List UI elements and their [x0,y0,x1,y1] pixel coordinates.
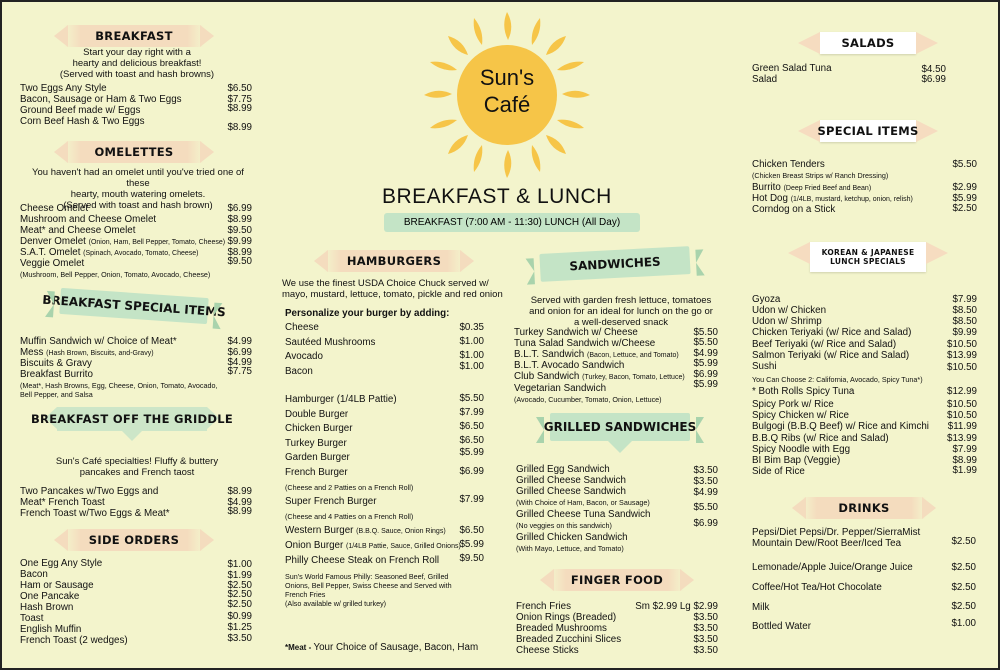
breakfast-special-item: Biscuits & Gravy [20,358,92,369]
salad-price: $4.50 [921,64,946,75]
burger-price: $7.99 [459,407,484,418]
korean-price: $10.50 [947,410,977,421]
burger-price: $6.50 [459,421,484,432]
special-price: $5.50 [952,159,977,170]
korean-price: $1.99 [952,465,977,476]
griddle-price: $8.99 [227,486,252,497]
drink-item: Milk [752,602,770,613]
korean-price: $8.50 [952,316,977,327]
drink-price: $2.50 [951,536,976,547]
logo-line2: Café [483,92,531,117]
breakfast-special-price: $6.99 [227,347,252,358]
korean-price: $12.99 [947,386,977,397]
griddle-pointer [122,431,142,441]
korean-price: $13.99 [947,433,977,444]
korean-price: $8.99 [952,455,977,466]
drink-item: Mountain Dew/Root Beer/Iced Tea [752,538,902,549]
special-items-heading: SPECIAL ITEMS [820,120,916,142]
sandwich-price: $5.50 [693,327,718,338]
breakfast-heading: BREAKFAST [64,25,204,47]
hamburgers-heading: HAMBURGERS [324,250,464,272]
grilled-item: Grilled Cheese Sandwich [516,475,626,486]
philly-note: Sun's World Famous Philly: Seasoned Beef, Grilled Onions, Bell Pepper, Swiss Cheese and Served with French Fries (Also available w/ grilled turkey) [285,572,452,608]
burger-item: Chicken Burger [285,423,353,434]
korean-price: $11.99 [947,421,977,432]
page-title: BREAKFAST & LUNCH [382,185,612,208]
side-item: Toast [20,613,44,624]
special-item: Burrito (Deep Fried Beef and Bean) [752,182,872,193]
drink-item: Bottled Water [752,621,811,632]
side-price: $2.50 [227,599,252,610]
korean-item: Spicy Noodle with Egg [752,444,851,455]
logo-line1: Sun's [479,65,535,90]
burger-addon-price: $0.35 [459,322,484,333]
special-price: $5.99 [952,193,977,204]
side-item: One Pancake [20,591,80,602]
omelette-price: $8.99 [227,247,252,258]
burger-price: $5.99 [459,539,484,550]
salad-item: Green Salad Tuna [752,63,832,74]
sandwich-item: Club Sandwich (Turkey, Bacon, Tomato, Lettuce) [514,371,685,382]
korean-item: Udon w/ Chicken [752,305,827,316]
sandwich-price: $5.99 [693,358,718,369]
burger-item: Garden Burger [285,452,350,463]
breakfast-special-item: Breakfast Burrito [20,369,93,380]
special-item: Chicken Tenders [752,159,825,170]
griddle-price: $4.99 [227,497,252,508]
finger-item: Breaded Zucchini Slices [516,634,622,645]
burger-note: (Cheese and 2 Patties on a French Roll) [285,483,414,492]
omelette-item: Meat* and Cheese Omelet [20,225,136,236]
side-price: $2.50 [227,580,252,591]
omelettes-heading: OMELETTES [64,141,204,163]
breakfast-item: Bacon, Sausage or Ham & Two Eggs [20,94,182,105]
special-note: (Chicken Breast Strips w/ Ranch Dressing) [752,171,889,180]
drink-item: Coffee/Hot Tea/Hot Chocolate [752,582,882,593]
finger-item: Cheese Sticks [516,645,579,656]
breakfast-special-item: Muffin Sandwich w/ Choice of Meat* [20,336,177,347]
burger-item: Double Burger [285,409,349,420]
side-price: $1.00 [227,559,252,570]
burger-item: Western Burger (B.B.Q. Sauce, Onion Rings) [285,525,446,536]
burger-item: Super French Burger [285,496,377,507]
grilled-price: $5.50 [693,502,718,513]
grilled-note: (No veggies on this sandwich) [516,521,612,530]
griddle-description: Sun's Café specialties! Fluffy & buttery pancakes and French taost [55,456,219,478]
grilled-item: Grilled Cheese Tuna Sandwich [516,509,651,520]
burger-price: $9.50 [459,553,484,564]
korean-item: Bulgogi (B.B.Q Beef) w/ Rice and Kimchi [752,421,929,432]
korean-item: Gyoza [752,294,781,305]
grilled-price: $3.50 [693,465,718,476]
breakfast-price: $7.75 [227,94,252,105]
korean-item: Udon w/ Shrimp [752,316,822,327]
meat-note: *Meat - Your Choice of Sausage, Bacon, Ham [285,642,479,653]
korean-item: B.B.Q Ribs (w/ Rice and Salad) [752,433,889,444]
omelette-price: $8.99 [227,214,252,225]
side-item: One Egg Any Style [20,558,103,569]
drink-item: Lemonade/Apple Juice/Orange Juice [752,562,913,573]
grilled-item: Grilled Egg Sandwich [516,464,610,475]
omelette-item: S.A.T. Omelet (Spinach, Avocado, Tomato, Cheese) [20,247,199,258]
burger-item: Hamburger (1/4LB Pattie) [285,394,397,405]
breakfast-special-price: $7.75 [227,366,252,377]
omelette-item: Denver Omelet (Onion, Ham, Bell Pepper, Tomato, Cheese) [20,236,226,247]
salads-heading: SALADS [820,32,916,54]
breakfast-special-note: Bell Pepper, and Salsa [20,390,93,399]
griddle-price: $8.99 [227,506,252,517]
grilled-item: Grilled Cheese Sandwich [516,486,626,497]
hamburgers-description: We use the finest USDA Choice Chuck served w/ mayo, mustard, lettuce, tomato, pickle and red onion [282,278,503,300]
drink-item: Pepsi/Diet Pepsi/Dr. Pepper/SierraMist [752,527,921,538]
burger-price: $7.99 [459,494,484,505]
omelette-item: Cheese Omelet [20,203,89,214]
breakfast-item: Ground Beef made w/ Eggs [20,105,141,116]
korean-item: Sushi [752,361,777,372]
finger-price: Sm $2.99 Lg $2.99 [635,601,718,612]
grilled-price: $4.99 [693,487,718,498]
sandwich-note: (Avocado, Cucumber, Tomato, Onion, Lettuce) [514,395,662,404]
korean-price: $7.99 [952,294,977,305]
breakfast-special-price: $4.99 [227,357,252,368]
burger-item: Philly Cheese Steak on French Roll [285,555,440,566]
korean-price: $8.50 [952,305,977,316]
korean-price: $7.99 [952,444,977,455]
breakfast-special-heading: BREAKFAST SPECIAL ITEMS [59,288,208,324]
omelette-price: $9.50 [227,225,252,236]
burger-addon: Bacon [285,366,313,377]
sandwich-price: $5.50 [693,337,718,348]
sandwich-item: B.L.T. Avocado Sandwich [514,360,625,371]
burger-addon: Sautéed Mushrooms [285,337,376,348]
sandwiches-heading: SANDWICHES [539,246,690,282]
korean-item: Spicy Chicken w/ Rice [752,410,849,421]
finger-price: $3.50 [693,612,718,623]
salad-price: $6.99 [921,74,946,85]
sandwich-item: Vegetarian Sandwich [514,383,607,394]
sandwich-price: $6.99 [693,369,718,380]
side-price: $1.99 [227,570,252,581]
grilled-item: Grilled Chicken Sandwich [516,532,628,543]
burger-addon: Cheese [285,322,319,333]
burger-note: (Cheese and 4 Patties on a French Roll) [285,512,414,521]
breakfast-special-price: $4.99 [227,336,252,347]
griddle-heading: BREAKFAST OFF THE GRIDDLE [57,407,207,431]
burger-addon-price: $1.00 [459,361,484,372]
drink-price: $2.50 [951,601,976,612]
finger-item: Breaded Mushrooms [516,623,607,634]
personalize-heading: Personalize your burger by adding: [285,308,450,319]
burger-price: $6.50 [459,525,484,536]
korean-item: Salmon Teriyaki (w/ Rice and Salad) [752,350,910,361]
burger-addon-price: $1.00 [459,350,484,361]
sandwich-item: B.L.T. Sandwich (Bacon, Lettuce, and Tomato) [514,349,679,360]
sandwich-price: $5.99 [693,379,718,390]
sushi-note: You Can Choose 2: California, Avocado, Spicy Tuna*) [752,375,923,384]
burger-item: Onion Burger (1/4LB Pattie, Sauce, Grilled Onions) [285,540,461,551]
korean-price: $13.99 [947,350,977,361]
logo-text [457,64,557,118]
drink-price: $2.50 [951,562,976,573]
breakfast-item: Corn Beef Hash & Two Eggs [20,116,145,127]
side-item: French Toast (2 wedges) [20,635,128,646]
side-item: Ham or Sausage [20,580,94,591]
breakfast-price: $8.99 [227,122,252,133]
burger-price: $6.50 [459,435,484,446]
korean-price: $10.50 [947,362,977,373]
finger-price: $3.50 [693,623,718,634]
griddle-item: French Toast w/Two Eggs & Meat* [20,508,170,519]
burger-addon: Avocado [285,351,323,362]
korean-item: Beef Teriyaki (w/ Rice and Salad) [752,339,897,350]
finger-price: $3.50 [693,645,718,656]
breakfast-item: Two Eggs Any Style [20,83,107,94]
grilled-pointer [608,441,632,453]
breakfast-price: $8.99 [227,103,252,114]
drinks-heading: DRINKS [802,497,926,519]
grilled-price: $3.50 [693,476,718,487]
omelette-price: $9.50 [227,256,252,267]
burger-price: $5.99 [459,447,484,458]
omelette-item: Veggie Omelet [20,258,85,269]
burger-addon-price: $1.00 [459,336,484,347]
sandwiches-description: Served with garden fresh lettuce, tomatoes and onion for an ideal for lunch on the go or a well-deserved snack [529,295,713,328]
hours-badge: BREAKFAST (7:00 AM - 11:30) LUNCH (All Day) [384,213,640,232]
special-price: $2.50 [952,203,977,214]
side-item: English Muffin [20,624,82,635]
special-price: $2.99 [952,182,977,193]
finger-food-heading: FINGER FOOD [550,569,684,591]
omelette-note: (Mushroom, Bell Pepper, Onion, Tomato, Avocado, Cheese) [20,270,211,279]
sandwich-item: Tuna Salad Sandwich w/Cheese [514,338,656,349]
korean-item: Side of Rice [752,466,805,477]
finger-item: French Fries [516,601,571,612]
drink-price: $1.00 [951,618,976,629]
griddle-item: Two Pancakes w/Two Eggs and [20,486,159,497]
grilled-note: (With Choice of Ham, Bacon, or Sausage) [516,498,650,507]
side-item: Hash Brown [20,602,74,613]
finger-item: Onion Rings (Breaded) [516,612,617,623]
breakfast-description: Start your day right with a hearty and delicious breakfast! (Served with toast and hash browns) [59,47,215,80]
side-price: $0.99 [227,611,252,622]
side-price: $2.50 [227,589,252,600]
korean-item: * Both Rolls Spicy Tuna [752,386,855,397]
korean-japanese-heading: KOREAN & JAPANESE LUNCH SPECIALS [810,242,926,272]
side-item: Bacon [20,569,48,580]
salad-item: Salad [752,74,778,85]
side-price: $3.50 [227,633,252,644]
grilled-note: (With Mayo, Lettuce, and Tomato) [516,544,624,553]
breakfast-special-item: Mess (Hash Brown, Biscuits, and-Gravy) [20,347,154,358]
griddle-item: Meat* French Toast [20,497,105,508]
sandwich-price: $4.99 [693,348,718,359]
korean-item: Chicken Teriyaki (w/ Rice and Salad) [752,327,912,338]
grilled-price: $6.99 [693,518,718,529]
sides-heading: SIDE ORDERS [64,529,204,551]
breakfast-price: $6.50 [227,83,252,94]
omelette-price: $9.99 [227,236,252,247]
omelettes-description: You haven't had an omelet until you've tried one of these hearty, mouth watering omelets. (Served with toast and hash brown) [32,167,244,211]
burger-item: Turkey Burger [285,438,347,449]
korean-price: $9.99 [952,327,977,338]
drink-price: $2.50 [951,582,976,593]
finger-price: $3.50 [693,634,718,645]
omelette-item: Mushroom and Cheese Omelet [20,214,157,225]
grilled-heading: GRILLED SANDWICHES [550,413,690,441]
korean-price: $10.50 [947,339,977,350]
special-item: Corndog on a Stick [752,204,836,215]
korean-price: $10.50 [947,399,977,410]
sandwich-item: Turkey Sandwich w/ Cheese [514,327,638,338]
breakfast-special-note: (Meat*, Hash Browns, Egg, Cheese, Onion, Tomato, Avocado, [20,381,218,390]
burger-price: $5.50 [459,393,484,404]
burger-item: French Burger [285,467,348,478]
side-price: $1.25 [227,622,252,633]
omelette-price: $6.99 [227,203,252,214]
korean-item: Spicy Pork w/ Rice [752,399,834,410]
korean-item: BI Bim Bap (Veggie) [752,455,841,466]
burger-price: $6.99 [459,466,484,477]
special-item: Hot Dog (1/4LB, mustard, ketchup, onion, relish) [752,193,913,204]
